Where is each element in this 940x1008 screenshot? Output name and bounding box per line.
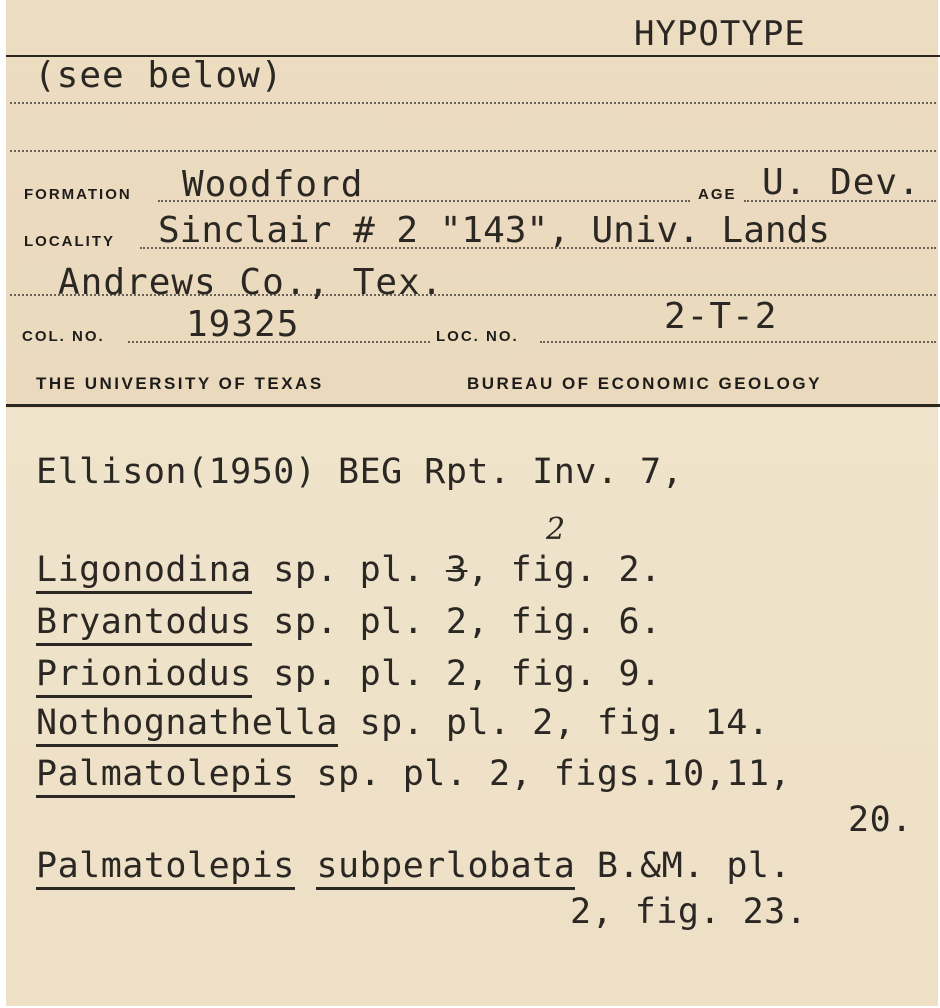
- genus-name: Ligonodina: [36, 550, 252, 594]
- locality-value-2: Andrews Co., Tex.: [58, 262, 444, 303]
- loc-no-value: 2-T-2: [664, 296, 778, 337]
- hypotype-stamp: HYPOTYPE: [634, 14, 806, 54]
- entry-detail: sp. pl. 2, figs.10,11,: [294, 754, 792, 794]
- entry-detail: sp. pl. 2, fig. 6.: [251, 602, 662, 642]
- genus-name: Nothognathella: [36, 703, 338, 747]
- formation-label: FORMATION: [24, 186, 132, 203]
- entry-detail: B.&M. pl.: [575, 846, 792, 886]
- age-label: AGE: [698, 186, 737, 203]
- genus-name: Bryantodus: [36, 602, 252, 646]
- reference-entry: [36, 602, 662, 642]
- locality-label: LOCALITY: [24, 233, 115, 250]
- institution-name: THE UNIVERSITY OF TEXAS: [36, 374, 324, 393]
- bureau-name: BUREAU OF ECONOMIC GEOLOGY: [467, 374, 822, 393]
- card-fold-rule: [6, 404, 940, 407]
- col-no-value: 19325: [186, 304, 300, 345]
- loc-no-dotted-line: [540, 341, 936, 343]
- genus-name: Prioniodus: [36, 654, 252, 698]
- dotted-line-1: [10, 102, 936, 104]
- entry-continuation: 20.: [848, 800, 913, 840]
- entry-detail: sp. pl. 2, fig. 9.: [251, 654, 662, 694]
- genus-name: Palmatolepis: [36, 846, 295, 890]
- loc-no-label: LOC. NO.: [436, 328, 519, 345]
- citation-line: Ellison(1950) BEG Rpt. Inv. 7,: [36, 452, 684, 492]
- formation-value: Woodford: [182, 164, 364, 205]
- reference-entry: [36, 550, 662, 590]
- struck-plate-number: 3: [445, 550, 468, 590]
- reference-entry: [36, 703, 769, 743]
- entry-detail: sp. pl. 2, fig. 14.: [338, 703, 770, 743]
- entry-detail-tail: , fig. 2.: [467, 550, 662, 590]
- entry-detail: sp. pl.: [251, 550, 446, 590]
- species-name: subperlobata: [316, 846, 575, 890]
- reference-entry: [36, 846, 791, 886]
- locality-value: Sinclair # 2 "143", Univ. Lands: [158, 210, 830, 251]
- handwritten-correction: 2: [546, 512, 566, 547]
- reference-entry: [36, 754, 791, 794]
- age-value: U. Dev.: [762, 162, 921, 203]
- see-below-note: (see below): [34, 55, 284, 96]
- genus-name: Palmatolepis: [36, 754, 295, 798]
- reference-entry: [36, 654, 662, 694]
- entry-continuation: 2, fig. 23.: [570, 892, 808, 932]
- col-no-label: COL. NO.: [22, 328, 105, 345]
- dotted-line-2: [10, 150, 936, 152]
